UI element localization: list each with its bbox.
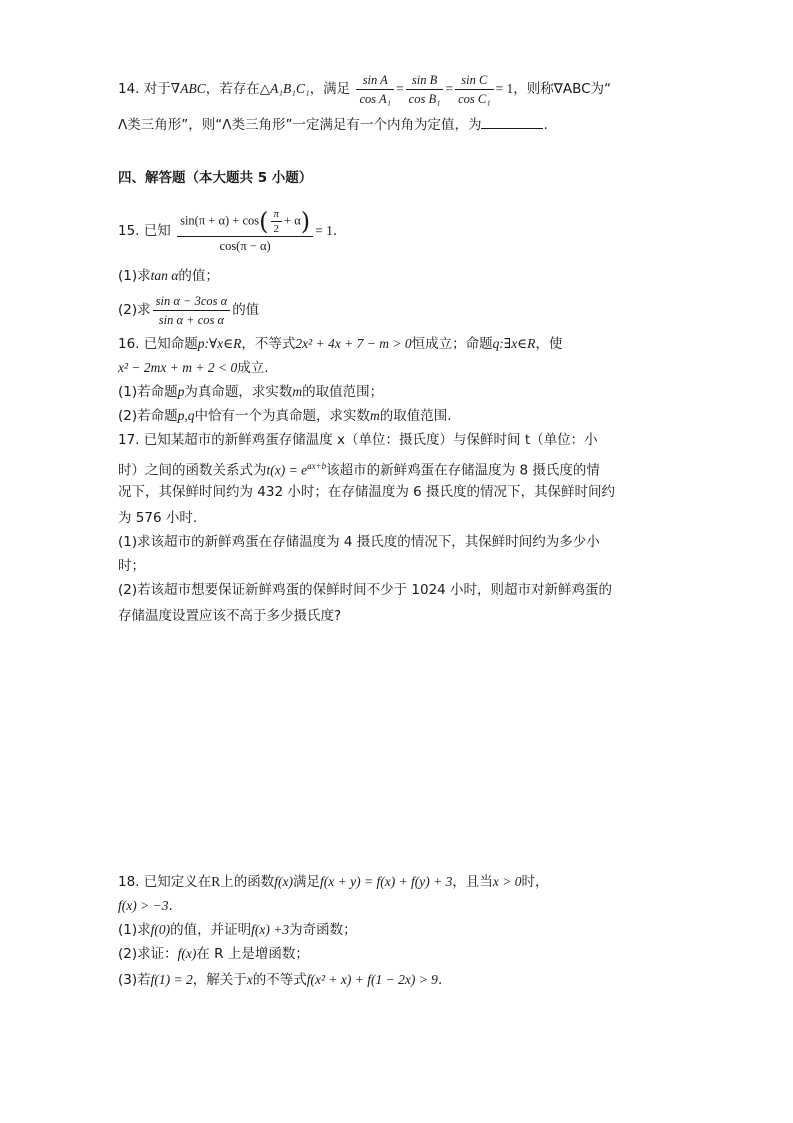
- q14-line1: 14. 对于∇ABC，若存在△A₁B₁C₁，满足 $\frac{\text{sin A}}{\text{cos A₁}}$ = $\frac{\text{sin B}}{\text{cos B₁}}$ = $\frac{\text{sin C}}{\text{cos C₁}}$ = 1，则称∇ABC为“: [118, 72, 612, 106]
- q18-line1: 18. 已知定义在R上的函数f(x)满足f(x + y) = f(x) + f(y) + 3，且当x > 0时，: [118, 874, 549, 890]
- q14-fraction-c: $\frac{\text{sin C}}{\text{cos C₁}}$: [455, 72, 493, 107]
- q14-fraction-b: $\frac{\text{sin B}}{\text{cos B₁}}$: [406, 72, 444, 107]
- q15-line1: 15. 已知 sin(π + α) + cos( $\frac{\pi}{2}$ + α) cos(π − α) = 1.: [118, 207, 338, 253]
- q15-part2-fraction: $\frac{\text{sin α − 3cos α}}{\text{sin α + cos α}}$: [153, 293, 231, 328]
- q17-line2: 时）之间的函数关系式为$t(x) = e^{ax+b}$该超市的新鲜鸡蛋在存储温度为 8 摄氏度的情: [118, 461, 600, 479]
- q16-line1: 16. 已知命题p:∀x∈R，不等式2x² + 4x + 7 − m > 0恒成立；命题q:∃x∈R，使: [118, 336, 563, 352]
- q17-part2: (2)若该超市想要保证新鲜鸡蛋的保鲜时间不少于 1024 小时，则超市对新鲜鸡蛋的: [118, 582, 613, 598]
- q14-fraction-a: $\frac{\text{sin A}}{\text{cos A₁}}$: [356, 72, 394, 107]
- q18-line2: f(x) > −3.: [118, 898, 173, 914]
- q17-line1: 17. 已知某超市的新鲜鸡蛋存储温度 x（单位：摄氏度）与保鲜时间 t（单位：小: [118, 432, 598, 448]
- section-heading: 四、解答题（本大题共 5 小题）: [118, 170, 313, 186]
- q16-part2: (2)若命题p,q中恰有一个为真命题，求实数m的取值范围.: [118, 408, 452, 424]
- answer-blank[interactable]: [481, 114, 543, 129]
- q15-number: 15.: [118, 223, 140, 239]
- q17-line4: 为 576 小时.: [118, 510, 198, 526]
- q17-part1: (1)求该超市的新鲜鸡蛋在存储温度为 4 摄氏度的情况下，其保鲜时间约为多少小: [118, 534, 600, 550]
- q17-part1-cont: 时；: [118, 558, 145, 574]
- q15-part2: (2)求 $\frac{\text{sin α − 3cos α}}{\text{sin α + cos α}}$ 的值: [118, 293, 260, 327]
- q15-main-fraction: sin(π + α) + cos( $\frac{\pi}{2}$ + α) cos(π − α): [177, 208, 313, 254]
- q17-part2-cont: 存储温度设置应该不高于多少摄氏度?: [118, 608, 342, 624]
- q18-part3: (3)若f(1) = 2，解关于x的不等式f(x² + x) + f(1 − 2x) > 9.: [118, 972, 443, 988]
- q17-line3: 况下，其保鲜时间约为 432 小时；在存储温度为 6 摄氏度的情况下，其保鲜时间约: [118, 484, 616, 500]
- q16-line2: x² − 2mx + m + 2 < 0成立.: [118, 360, 269, 376]
- q14-line2: Λ类三角形”，则“Λ类三角形”一定满足有一个内角为定值，为 .: [118, 114, 548, 135]
- q14-number: 14.: [118, 81, 140, 97]
- q15-part1: (1)求tan α的值；: [118, 268, 219, 284]
- q18-part1: (1)求f(0)的值，并证明f(x) +3为奇函数；: [118, 922, 357, 938]
- q18-part2: (2)求证：f(x)在 R 上是增函数；: [118, 946, 309, 962]
- q16-part1: (1)若命题p为真命题，求实数m的取值范围；: [118, 384, 384, 400]
